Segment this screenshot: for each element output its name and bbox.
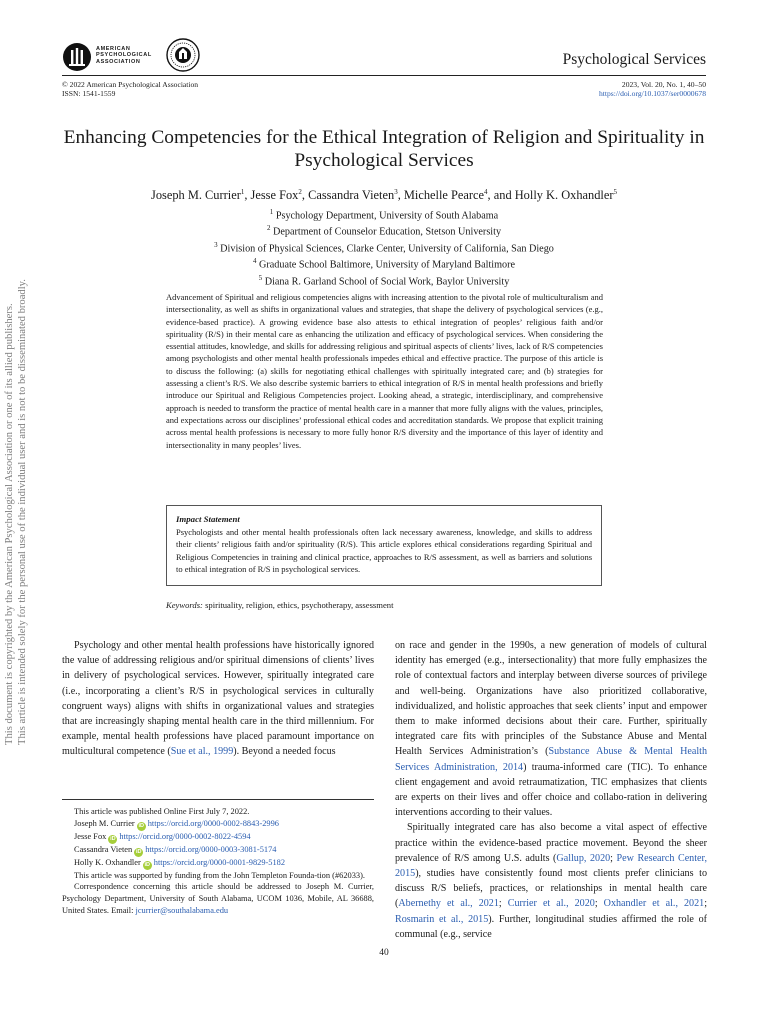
orcid-line: Jesse Fox iD https://orcid.org/0000-0002-8022-4594 xyxy=(74,831,251,842)
orcid-icon: iD xyxy=(138,822,144,829)
affiliation: $^2$ Department of Counselor Education, Stetson University xyxy=(266,224,502,238)
orcid-link[interactable]: https://orcid.org/0000-0001-9829-5182 xyxy=(153,857,286,867)
page-number: 40 xyxy=(379,948,389,958)
orcid-line: Joseph M. Currier iD https://orcid.org/0000-0002-8843-2996 xyxy=(74,818,279,829)
orcid-line: Cassandra Vieten iD https://orcid.org/0000-0003-3081-5174 xyxy=(74,844,277,855)
keywords-label: Keywords: xyxy=(166,600,203,610)
keywords xyxy=(166,600,393,610)
abstract: Advancement of Spiritual and religious competencies aligns with increasing attention to the pivotal role of multiculturalism and intersectionality, as well as shifts in organizational values and strategies, that shape the delivery of psychological services (e.g., evidence-based practice). A growing evidence base also attests to ethical integration of peoples’ religious faith and/or spirituality (R/S) in their mental care as enhancing the utilization and efficacy of psychological services. When considering the essential attitudes, knowledge, and skills for addressing religious and spiritual aspects of clients’ lives, lack of R/S competencies among psychologists and other mental health professionals impedes ethical and effective practice. The purpose of this article is to discuss the following: (a) skills for negotiating ethical challenges with spiritually integrated care; and (b) strategies for assessing a client’s R/S. We also describe systemic barriers to ethical integration of R/S in mental health professions and briefly introduce our Spiritual and Religious Competencies project. Looking ahead, a strategic, interdisciplinary, and comprehensive approach is needed to transform the practice of mental health care in a manner that more fully aligns with the values, principles, and expectations across our disciplines’ professional ethical codes and accreditation standards. We propose that explicit training across mental health professions is necessary to more fully honor R/S diversity and the importance of this layer of identity and intersectionality in many peoples’ lives. xyxy=(166,292,604,450)
affiliation: $^5$ Diana R. Garland School of Social Work, Baylor University xyxy=(258,273,510,287)
funding-note: This article was supported by funding from the John Templeton Founda-tion (#62033). xyxy=(74,870,365,880)
division-seal-icon xyxy=(166,38,200,72)
citation-link[interactable]: Sue et al., 1999 xyxy=(170,746,234,758)
copyright-line: © 2022 American Psychological Association xyxy=(62,80,199,89)
citation-link[interactable]: Pew Research Center, 2015 xyxy=(395,852,707,880)
copyright-block xyxy=(62,80,198,98)
body-paragraph: Psychology and other mental health professions have historically ignored the value of addressing religious and/or spiritual dimensions of clients’ lives in delivery of psychological services. However, spiritually integrated care (i.e., incorporating a client’s R/S in psychological services in culturally congruent ways) aligns with shifts in organizational values and strategies that are increasingly shaping mental health care in the third millennium. For example, mental health professions have placed paramount importance on multicultural competence (Sue et al., 1999). Beyond a needed focus xyxy=(62,640,375,758)
body-paragraph: Spiritually integrated care has also become a vital aspect of effective practice within the evidence-based practice movement. Beyond the sheer prevalence of R/S among U.S. adults (Gallup, 2020; Pew Research Center, 2015), studies have consistently found most clients prefer clinicians to discuss R/S beliefs, practices, or relationships in mental health care (Abernethy et al., 2021; Currier et al., 2020; Oxhandler et al., 2021; Rosmarin et al., 2015). Further, longitudinal studies affirmed the role of communal (e.g., service xyxy=(395,822,708,940)
citation-link[interactable]: Rosmarin et al., 2015 xyxy=(395,913,489,925)
apa-logo-icon xyxy=(62,42,92,72)
body-right-column xyxy=(395,638,707,942)
citation-line: 2023, Vol. 20, No. 1, 40–50 xyxy=(621,80,706,89)
author-name: and Holly K. Oxhandler xyxy=(493,188,614,203)
affiliation: $^3$ Division of Physical Sciences, Clarke Center, University of California, San Diego xyxy=(214,240,554,255)
article-title: Enhancing Competencies for the Ethical Integration of Religion and Spirituality in Psychological Services xyxy=(63,127,705,171)
orcid-icon: iD xyxy=(144,861,151,868)
footnote-rule xyxy=(62,799,374,800)
journal-name: Psychological Services xyxy=(562,51,706,68)
author-name: Cassandra Vieten xyxy=(308,188,395,203)
author-name: Joseph M. Currier xyxy=(151,188,241,203)
correspondence-note: Correspondence concerning this article should be addressed to Joseph M. Currier, Psychology Department, University of South Alabama, UCOM 1036, Mobile, AL 36688, United States. Email: jcurrier@southalabama.edu xyxy=(62,882,374,915)
body-paragraph: on race and gender in the 1990s, a new generation of models of cultural identity has emerged (e.g., intersectionality) that more fully emphasizes the role of contextual factors and interplay between diverse sources of privilege and well-being. Organizations have also prioritized collaborative, individualized, and holistic approaches that seek clients’ input and empower them to make informed decisions about their care. Further, spiritually integrated care fits with principles of the Substance Abuse and Mental Health Services Administration’s (Substance Abuse & Mental Health Services Administration, 2014) trauma-informed care (TIC). To enhance client engagement and avoid retraumatization, TIC emphasizes that clients are experts on their lives and offer choice and collabo-ration in delivering interventions according to their values. xyxy=(395,640,708,819)
author-name: Jesse Fox xyxy=(250,188,299,203)
header-rule xyxy=(62,75,706,76)
orcid-line: Holly K. Oxhandler iD https://orcid.org/0000-0001-9829-5182 xyxy=(74,857,286,868)
apa-logo-wordmark: AMERICAN PSYCHOLOGICAL ASSOCIATION xyxy=(96,46,152,65)
email-link[interactable]: jcurrier@southalabama.edu xyxy=(135,905,229,915)
author-name: Michelle Pearce xyxy=(403,188,485,203)
orcid-link[interactable]: https://orcid.org/0000-0002-8022-4594 xyxy=(119,831,251,841)
citation-link[interactable]: Oxhandler et al., 2021 xyxy=(603,898,705,910)
orcid-link[interactable]: https://orcid.org/0000-0003-3081-5174 xyxy=(145,844,277,854)
keywords-text: spirituality, religion, ethics, psychotherapy, assessment xyxy=(205,600,394,610)
citation-link[interactable]: Currier et al., 2020 xyxy=(507,898,595,910)
author-list: Joseph M. Currier$^1$, Jesse Fox$^2$, Cassandra Vieten$^3$, Michelle Pearce$^4$, and Holly K. Oxhandler$^5$ xyxy=(151,188,617,203)
impact-text: Psychologists and other mental health professionals often lack necessary awareness, knowledge, and skills to address their clients’ religious faith and/or spirituality (R/S). This article explores ethical considerations regarding Spiritual and Religious Competencies in training and clinical practice, approaches to R/S assessment, as well as barriers and solutions to ethical integration of R/S in psychological services. xyxy=(176,527,593,575)
impact-heading: Impact Statement xyxy=(176,514,240,524)
affiliation: $^4$ Graduate School Baltimore, University of Maryland Baltimore xyxy=(252,257,516,271)
body-left-column xyxy=(62,638,374,760)
doi-link[interactable]: https://doi.org/10.1037/ser0000678 xyxy=(598,89,706,98)
citation-link[interactable]: Gallup, 2020 xyxy=(556,852,611,864)
orcid-link[interactable]: https://orcid.org/0000-0002-8843-2996 xyxy=(147,818,279,828)
citation-link[interactable]: Abernethy et al., 2021 xyxy=(398,898,499,910)
copyright-side-notice: This document is copyrighted by the American Psychological Association or one of its allied publishers. This article is intended solely for the personal use of the individual user and is not to be disseminated broadly. xyxy=(4,279,28,745)
orcid-icon: iD xyxy=(110,835,116,842)
affiliation-list xyxy=(62,206,706,288)
affiliation: $^1$ Psychology Department, University of South Alabama xyxy=(269,208,499,222)
citation-link[interactable]: Substance Abuse & Mental Health Services Administration, 2014 xyxy=(395,746,708,773)
published-note: This article was published Online First July 7, 2022. xyxy=(74,807,250,816)
orcid-icon: iD xyxy=(135,848,142,855)
footnotes xyxy=(62,806,374,917)
impact-statement-box xyxy=(166,505,602,586)
citation-block xyxy=(599,80,706,98)
issn-line: ISSN: 1541-1559 xyxy=(62,89,116,98)
